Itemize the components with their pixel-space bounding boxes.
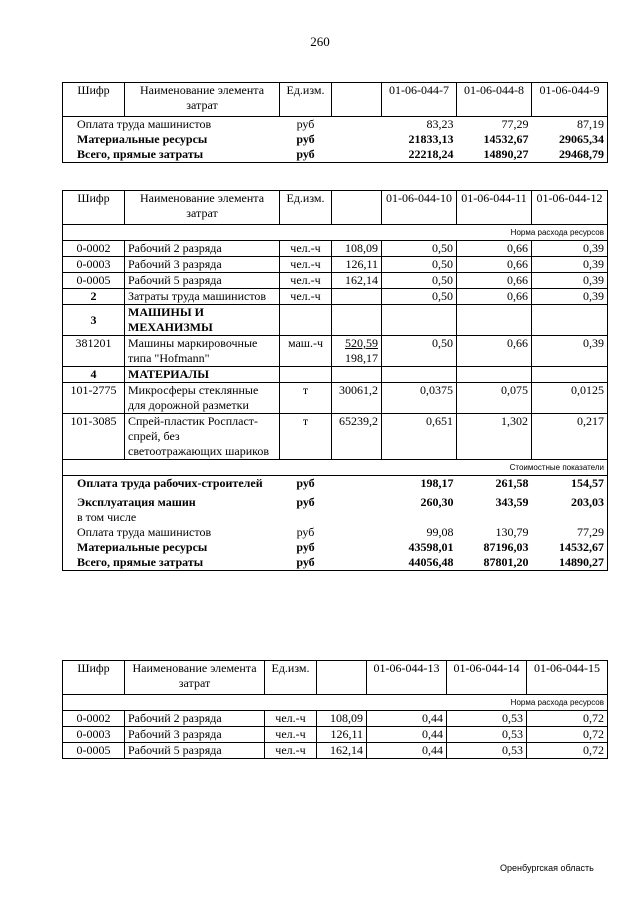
- section-code: 4: [63, 367, 125, 383]
- row-label: Всего, прямые затраты: [63, 147, 280, 163]
- summary-value: 14890,27: [532, 555, 608, 571]
- row-code: 0-0003: [63, 257, 125, 273]
- row-price: 30061,2: [332, 383, 382, 414]
- header-col-2: 01-06-044-8: [457, 83, 532, 117]
- summary-value: 261,58: [495, 476, 529, 490]
- summary-row: [63, 491, 608, 525]
- header-col-3: 01-06-044-12: [532, 191, 608, 225]
- table-row: [63, 743, 608, 759]
- row-value: 77,29: [501, 117, 529, 131]
- row-code: 101-3085: [63, 414, 125, 460]
- row-value: 22218,24: [382, 147, 457, 163]
- table-row: [63, 117, 608, 133]
- header-code: Шифр: [63, 83, 125, 117]
- summary-value: 44056,48: [382, 555, 457, 571]
- row-name: Рабочий 3 разряда: [125, 257, 280, 273]
- row-unit: чел.-ч: [280, 241, 332, 257]
- summary-unit: руб: [296, 540, 315, 554]
- header-col-3: 01-06-044-15: [527, 661, 608, 695]
- row-unit: чел.-ч: [280, 257, 332, 273]
- table-3: [62, 660, 608, 759]
- row-value: 0,0375: [382, 383, 457, 414]
- header-code: Шифр: [63, 661, 125, 695]
- norm-label: Норма расхода ресурсов: [63, 695, 608, 711]
- row-value: 0,66: [457, 273, 532, 289]
- row-value: 21833,13: [408, 132, 454, 146]
- summary-unit: руб: [296, 525, 315, 539]
- summary-value: 43598,01: [408, 540, 454, 554]
- row-price: 520,59: [345, 336, 378, 350]
- row-code: 0-0005: [63, 273, 125, 289]
- row-value: 0,50: [382, 289, 457, 305]
- row-unit: чел.-ч: [280, 289, 332, 305]
- header-col-1: 01-06-044-10: [382, 191, 457, 225]
- header-unit: Ед.изм.: [280, 191, 332, 225]
- row-code: 0-0003: [63, 727, 125, 743]
- row-code: 2: [63, 289, 125, 305]
- row-value: 29468,79: [532, 147, 608, 163]
- summary-row: [63, 525, 608, 540]
- norm-label: Норма расхода ресурсов: [63, 225, 608, 241]
- row-price: 108,09: [332, 241, 382, 257]
- table-row: [63, 711, 608, 727]
- row-value: 0,53: [447, 727, 527, 743]
- summary-unit: руб: [280, 555, 332, 571]
- row-value: 0,50: [382, 241, 457, 257]
- row-code: 381201: [63, 336, 125, 367]
- row-value: 1,302: [457, 414, 532, 460]
- row-value: 0,50: [382, 257, 457, 273]
- row-unit: чел.-ч: [265, 711, 317, 727]
- summary-value: 198,17: [420, 476, 454, 490]
- summary-value: 14532,67: [532, 540, 608, 555]
- summary-label: Всего, прямые затраты: [63, 555, 280, 571]
- header-col-2: 01-06-044-14: [447, 661, 527, 695]
- row-name: Рабочий 5 разряда: [125, 743, 265, 759]
- row-name: Машины маркировочные типа "Hofmann": [125, 336, 280, 367]
- table-row: [63, 336, 608, 367]
- row-value: 87,19: [532, 117, 608, 133]
- summary-value: 77,29: [532, 525, 608, 540]
- summary-label: Оплата труда рабочих-строителей: [63, 476, 280, 492]
- summary-value: 87196,03: [483, 540, 529, 554]
- row-name: Микросферы стеклянные для дорожной разметки: [125, 383, 280, 414]
- row-unit: руб: [296, 117, 315, 131]
- row-value: 14890,27: [457, 147, 532, 163]
- summary-value: 343,59: [495, 495, 529, 509]
- row-value: 0,075: [457, 383, 532, 414]
- row-value: 0,44: [367, 727, 447, 743]
- row-code: 0-0002: [63, 711, 125, 727]
- header-name: Наименование элемента затрат: [125, 191, 280, 225]
- row-value: 0,651: [382, 414, 457, 460]
- cost-label: Стоимостные показатели: [63, 460, 608, 476]
- summary-row: [63, 540, 608, 555]
- section-row: [63, 305, 608, 336]
- row-value: 0,53: [447, 743, 527, 759]
- row-value: 0,39: [532, 289, 608, 305]
- table-header: [63, 661, 608, 695]
- row-value: 0,72: [527, 711, 608, 727]
- row-unit: т: [280, 414, 332, 460]
- table-row: [63, 241, 608, 257]
- row-value: 0,53: [447, 711, 527, 727]
- row-name: Рабочий 2 разряда: [125, 241, 280, 257]
- row-price: 65239,2: [332, 414, 382, 460]
- table-row: [63, 727, 608, 743]
- summary-value: 130,79: [495, 525, 529, 539]
- row-unit: руб: [280, 147, 332, 163]
- row-value: 0,39: [532, 257, 608, 273]
- header-col-3: 01-06-044-9: [532, 83, 608, 117]
- table-row: [63, 147, 608, 163]
- table-row: [63, 414, 608, 460]
- row-name: Затраты труда машинистов: [125, 289, 280, 305]
- section-title: МАШИНЫ И МЕХАНИЗМЫ: [125, 305, 280, 336]
- header-col-1: 01-06-044-13: [367, 661, 447, 695]
- row-value: 0,217: [532, 414, 608, 460]
- row-unit: руб: [296, 132, 315, 146]
- row-value: 29065,34: [532, 132, 608, 147]
- row-name: Рабочий 3 разряда: [125, 727, 265, 743]
- row-price-alt: 198,17: [345, 351, 378, 365]
- row-value: 0,72: [527, 743, 608, 759]
- header-col-2: 01-06-044-11: [457, 191, 532, 225]
- table-header: [63, 83, 608, 117]
- table-2: [62, 190, 608, 571]
- row-value: 0,72: [527, 727, 608, 743]
- row-value: 0,66: [457, 241, 532, 257]
- row-price: 126,11: [317, 727, 367, 743]
- row-value: 0,50: [382, 336, 457, 367]
- section-title: МАТЕРИАЛЫ: [125, 367, 280, 383]
- row-code: 0-0002: [63, 241, 125, 257]
- row-unit: чел.-ч: [265, 727, 317, 743]
- table-header: [63, 191, 608, 225]
- row-price: 108,09: [317, 711, 367, 727]
- summary-value: 203,03: [532, 491, 608, 525]
- row-unit: чел.-ч: [280, 273, 332, 289]
- row-value: 0,50: [382, 273, 457, 289]
- header-name: Наименование элемента затрат: [125, 83, 280, 117]
- page-number: 260: [310, 34, 330, 49]
- summary-value: 87801,20: [457, 555, 532, 571]
- row-value: 0,0125: [532, 383, 608, 414]
- row-value: 0,39: [532, 273, 608, 289]
- summary-sublabel: в том числе: [77, 510, 137, 524]
- summary-value: 99,08: [426, 525, 454, 539]
- row-value: 0,66: [457, 336, 532, 367]
- row-price: 162,14: [332, 273, 382, 289]
- header-name: Наименование элемента затрат: [125, 661, 265, 695]
- table-row: [63, 289, 608, 305]
- summary-unit: руб: [296, 495, 315, 509]
- row-name: Спрей-пластик Роспласт-спрей, без светоотражающих шариков: [125, 414, 280, 460]
- summary-row: [63, 555, 608, 571]
- table-1: [62, 82, 608, 163]
- row-code: 0-0005: [63, 743, 125, 759]
- footer-region: Оренбургская область: [500, 863, 594, 873]
- summary-row: [63, 476, 608, 492]
- summary-value: 154,57: [532, 476, 608, 492]
- row-name: Рабочий 5 разряда: [125, 273, 280, 289]
- row-price: 126,11: [332, 257, 382, 273]
- summary-value: 260,30: [420, 495, 454, 509]
- header-code: Шифр: [63, 191, 125, 225]
- row-value: 0,44: [367, 711, 447, 727]
- section-label-row: [63, 225, 608, 241]
- section-code: 3: [63, 305, 125, 336]
- table-row: [63, 273, 608, 289]
- row-value: 0,44: [367, 743, 447, 759]
- header-unit: Ед.изм.: [265, 661, 317, 695]
- row-unit: маш.-ч: [280, 336, 332, 367]
- row-value: 14532,67: [483, 132, 529, 146]
- row-unit: чел.-ч: [265, 743, 317, 759]
- table-row: [63, 257, 608, 273]
- row-code: 101-2775: [63, 383, 125, 414]
- row-value: 0,39: [532, 336, 608, 367]
- row-price: 162,14: [317, 743, 367, 759]
- row-value: 83,23: [426, 117, 454, 131]
- row-name: Рабочий 2 разряда: [125, 711, 265, 727]
- row-value: 0,39: [532, 241, 608, 257]
- header-col-1: 01-06-044-7: [382, 83, 457, 117]
- row-label: Материальные ресурсы: [63, 132, 280, 147]
- summary-label: Эксплуатация машин: [77, 495, 196, 509]
- row-label: Оплата труда машинистов: [63, 117, 280, 133]
- row-value: 0,66: [457, 257, 532, 273]
- header-unit: Ед.изм.: [280, 83, 332, 117]
- summary-label: Оплата труда машинистов: [63, 525, 280, 540]
- row-value: 0,66: [457, 289, 532, 305]
- table-row: [63, 132, 608, 147]
- section-label-row: [63, 460, 608, 476]
- section-label-row: [63, 695, 608, 711]
- section-row: [63, 367, 608, 383]
- table-row: [63, 383, 608, 414]
- summary-label: Материальные ресурсы: [63, 540, 280, 555]
- summary-unit: руб: [296, 476, 315, 490]
- row-unit: т: [280, 383, 332, 414]
